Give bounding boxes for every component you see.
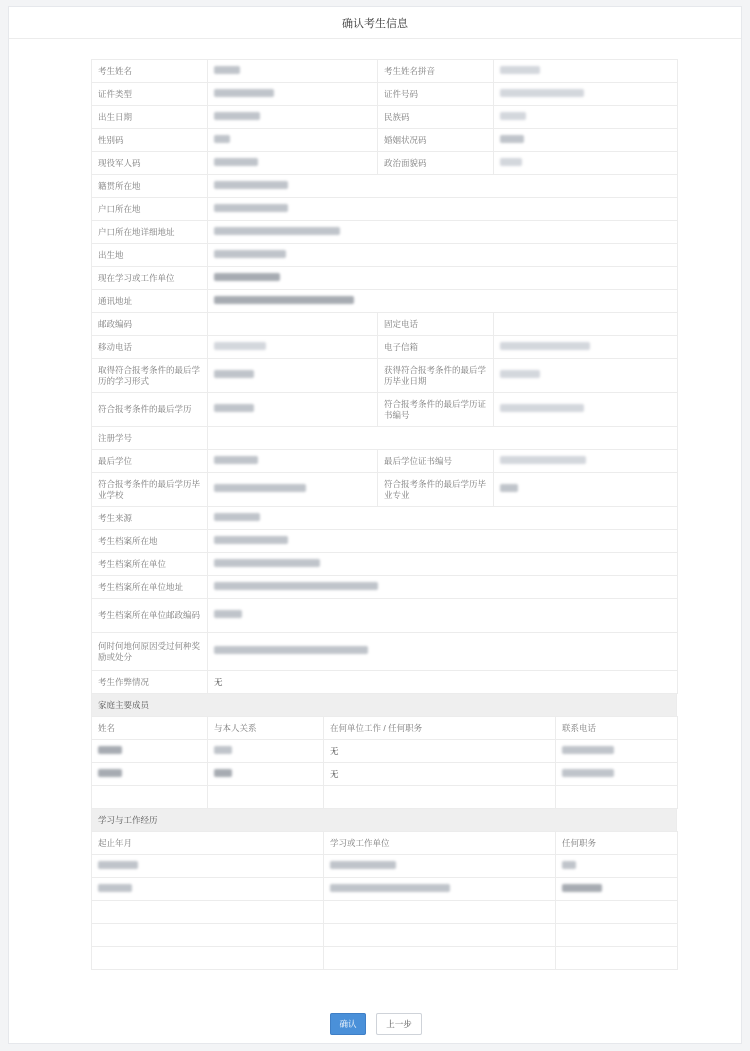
grad-date-value bbox=[494, 359, 678, 393]
address-value bbox=[208, 290, 678, 313]
archive-post-label: 考生档案所在单位邮政编码 bbox=[92, 599, 208, 633]
hukou-value bbox=[208, 198, 678, 221]
page-header bbox=[9, 7, 741, 39]
back-button[interactable]: 上一步 bbox=[376, 1013, 422, 1035]
cheat-value: 无 bbox=[208, 671, 678, 694]
grad-school-label: 符合报考条件的最后学历毕业学校 bbox=[92, 473, 208, 507]
political-label: 政治面貌码 bbox=[378, 152, 494, 175]
table-row bbox=[92, 878, 678, 901]
family-unit-cell: 无 bbox=[324, 740, 556, 763]
family-unit-cell: 无 bbox=[324, 763, 556, 786]
work-unit-label: 现在学习或工作单位 bbox=[92, 267, 208, 290]
family-name-cell bbox=[92, 740, 208, 763]
ethnic-value bbox=[494, 106, 678, 129]
postcode-value bbox=[208, 313, 378, 336]
phone-label: 固定电话 bbox=[378, 313, 494, 336]
reward-label: 何时何地何原因受过何种奖励或处分 bbox=[92, 633, 208, 671]
idtype-value bbox=[208, 83, 378, 106]
birth-value bbox=[208, 106, 378, 129]
archive-addr-value bbox=[208, 576, 678, 599]
birth-label: 出生日期 bbox=[92, 106, 208, 129]
birthplace-value bbox=[208, 244, 678, 267]
native-label: 籍贯所在地 bbox=[92, 175, 208, 198]
mobile-label: 移动电话 bbox=[92, 336, 208, 359]
family-col-name: 姓名 bbox=[92, 717, 208, 740]
family-col-unit: 在何单位工作 / 任何职务 bbox=[324, 717, 556, 740]
reg-num-label: 注册学号 bbox=[92, 427, 208, 450]
source-label: 考生来源 bbox=[92, 507, 208, 530]
archive-loc-value bbox=[208, 530, 678, 553]
page-title: 确认考生信息 bbox=[342, 17, 408, 30]
table-row bbox=[92, 763, 678, 786]
archive-unit-value bbox=[208, 553, 678, 576]
form-page bbox=[8, 6, 742, 1044]
grad-major-label: 符合报考条件的最后学历毕业专业 bbox=[378, 473, 494, 507]
form-content bbox=[91, 59, 677, 970]
cheat-label: 考生作弊情况 bbox=[92, 671, 208, 694]
reg-num-value bbox=[208, 427, 678, 450]
hukou-detail-value bbox=[208, 221, 678, 244]
cert-num-label: 符合报考条件的最后学历证书编号 bbox=[378, 393, 494, 427]
military-value bbox=[208, 152, 378, 175]
name-value bbox=[208, 60, 378, 83]
gender-value bbox=[208, 129, 378, 152]
source-value bbox=[208, 507, 678, 530]
idtype-label: 证件类型 bbox=[92, 83, 208, 106]
table-row bbox=[92, 901, 678, 924]
history-col-period: 起止年月 bbox=[92, 832, 324, 855]
degree-cert-label: 最后学位证书编号 bbox=[378, 450, 494, 473]
reward-value bbox=[208, 633, 678, 671]
marital-label: 婚姻状况码 bbox=[378, 129, 494, 152]
archive-unit-label: 考生档案所在单位 bbox=[92, 553, 208, 576]
table-row bbox=[92, 786, 678, 809]
grad-major-value bbox=[494, 473, 678, 507]
family-phone-cell bbox=[556, 740, 678, 763]
grad-date-label: 获得符合报考条件的最后学历毕业日期 bbox=[378, 359, 494, 393]
family-relation-cell bbox=[208, 763, 324, 786]
family-col-relation: 与本人关系 bbox=[208, 717, 324, 740]
native-value bbox=[208, 175, 678, 198]
postcode-label: 邮政编码 bbox=[92, 313, 208, 336]
history-col-unit: 学习或工作单位 bbox=[324, 832, 556, 855]
ethnic-label: 民族码 bbox=[378, 106, 494, 129]
mobile-value bbox=[208, 336, 378, 359]
birthplace-label: 出生地 bbox=[92, 244, 208, 267]
grad-school-value bbox=[208, 473, 378, 507]
table-row bbox=[92, 855, 678, 878]
degree-cert-value bbox=[494, 450, 678, 473]
cert-num-value bbox=[494, 393, 678, 427]
hukou-detail-label: 户口所在地详细地址 bbox=[92, 221, 208, 244]
pinyin-value bbox=[494, 60, 678, 83]
military-label: 现役军人码 bbox=[92, 152, 208, 175]
email-value bbox=[494, 336, 678, 359]
phone-value bbox=[494, 313, 678, 336]
history-table bbox=[91, 831, 678, 970]
candidate-info-table bbox=[91, 59, 678, 694]
family-table bbox=[91, 716, 678, 809]
idnum-label: 证件号码 bbox=[378, 83, 494, 106]
archive-addr-label: 考生档案所在单位地址 bbox=[92, 576, 208, 599]
last-degree-value bbox=[208, 393, 378, 427]
hukou-label: 户口所在地 bbox=[92, 198, 208, 221]
name-label: 考生姓名 bbox=[92, 60, 208, 83]
last-degree2-label: 最后学位 bbox=[92, 450, 208, 473]
gender-label: 性别码 bbox=[92, 129, 208, 152]
family-phone-cell bbox=[556, 763, 678, 786]
study-form-label: 取得符合报考条件的最后学历的学习形式 bbox=[92, 359, 208, 393]
archive-post-value bbox=[208, 599, 678, 633]
last-degree2-value bbox=[208, 450, 378, 473]
family-col-phone: 联系电话 bbox=[556, 717, 678, 740]
archive-loc-label: 考生档案所在地 bbox=[92, 530, 208, 553]
study-form-value bbox=[208, 359, 378, 393]
family-relation-cell bbox=[208, 740, 324, 763]
action-buttons bbox=[9, 1013, 743, 1035]
email-label: 电子信箱 bbox=[378, 336, 494, 359]
work-unit-value bbox=[208, 267, 678, 290]
marital-value bbox=[494, 129, 678, 152]
history-col-position: 任何职务 bbox=[556, 832, 678, 855]
confirm-button[interactable]: 确认 bbox=[330, 1013, 366, 1035]
family-section-title: 家庭主要成员 bbox=[91, 694, 677, 716]
address-label: 通讯地址 bbox=[92, 290, 208, 313]
family-name-cell bbox=[92, 763, 208, 786]
history-section-title: 学习与工作经历 bbox=[91, 809, 677, 831]
table-row bbox=[92, 947, 678, 970]
pinyin-label: 考生姓名拼音 bbox=[378, 60, 494, 83]
political-value bbox=[494, 152, 678, 175]
idnum-value bbox=[494, 83, 678, 106]
table-row bbox=[92, 924, 678, 947]
last-degree-label: 符合报考条件的最后学历 bbox=[92, 393, 208, 427]
table-row bbox=[92, 740, 678, 763]
